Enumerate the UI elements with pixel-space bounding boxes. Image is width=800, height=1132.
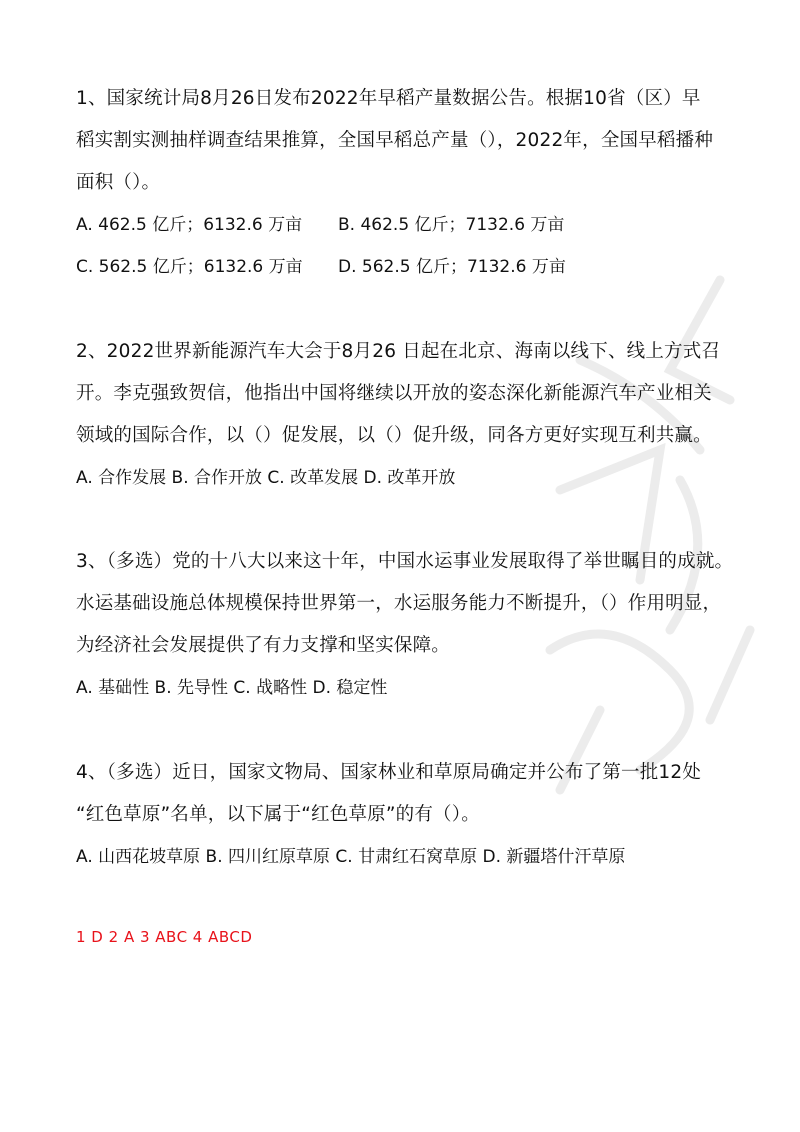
question-4 [76, 752, 736, 878]
question-4-line-1: 4、（多选）近日，国家文物局、国家林业和草原局确定并公布了第一批12处 [76, 762, 702, 783]
question-2-line-1: 2、2022世界新能源汽车大会于8月26 日起在北京、海南以线下、线上方式召 [76, 341, 721, 362]
question-1-line-2: 稻实割实测抽样调查结果推算，全国早稻总产量（），2022年，全国早稻播种 [76, 130, 714, 151]
question-4-options: A. 山西花坡草原 B. 四川红原草原 C. 甘肃红石窝草原 D. 新疆塔什汗草原 [76, 847, 626, 867]
question-3 [76, 541, 736, 709]
question-4-line-2: “红色草原”名单，以下属于“红色草原”的有（）。 [76, 804, 480, 825]
question-3-options: A. 基础性 B. 先导性 C. 战略性 D. 稳定性 [76, 678, 388, 698]
question-3-line-3: 为经济社会发展提供了有力支撑和坚实保障。 [76, 635, 451, 656]
question-1-option-a: A. 462.5 亿斤；6132.6 万亩 [76, 215, 303, 235]
question-2-options: A. 合作发展 B. 合作开放 C. 改革发展 D. 改革开放 [76, 468, 456, 488]
question-1-option-c: C. 562.5 亿斤；6132.6 万亩 [76, 257, 303, 277]
question-1 [76, 78, 736, 288]
question-2-line-2: 开。李克强致贺信，他指出中国将继续以开放的姿态深化新能源汽车产业相关 [76, 383, 712, 404]
question-1-option-d: D. 562.5 亿斤；7132.6 万亩 [338, 257, 566, 277]
question-1-options-row-1 [76, 204, 736, 246]
question-2-line-3: 领域的国际合作，以（）促发展，以（）促升级，同各方更好实现互利共赢。 [76, 425, 712, 446]
question-1-options-row-2 [76, 246, 736, 288]
question-2 [76, 331, 736, 499]
question-3-line-1: 3、（多选）党的十八大以来这十年，中国水运事业发展取得了举世瞩目的成就。 [76, 551, 734, 572]
question-1-line-3: 面积（）。 [76, 172, 161, 193]
answer-key: 1 D 2 A 3 ABC 4 ABCD [76, 928, 253, 946]
question-1-line-1: 1、国家统计局8月26日发布2022年早稻产量数据公告。根据10省（区）早 [76, 88, 701, 109]
question-1-option-b: B. 462.5 亿斤；7132.6 万亩 [338, 215, 565, 235]
question-3-line-2: 水运基础设施总体规模保持世界第一，水运服务能力不断提升，（）作用明显， [76, 593, 722, 614]
